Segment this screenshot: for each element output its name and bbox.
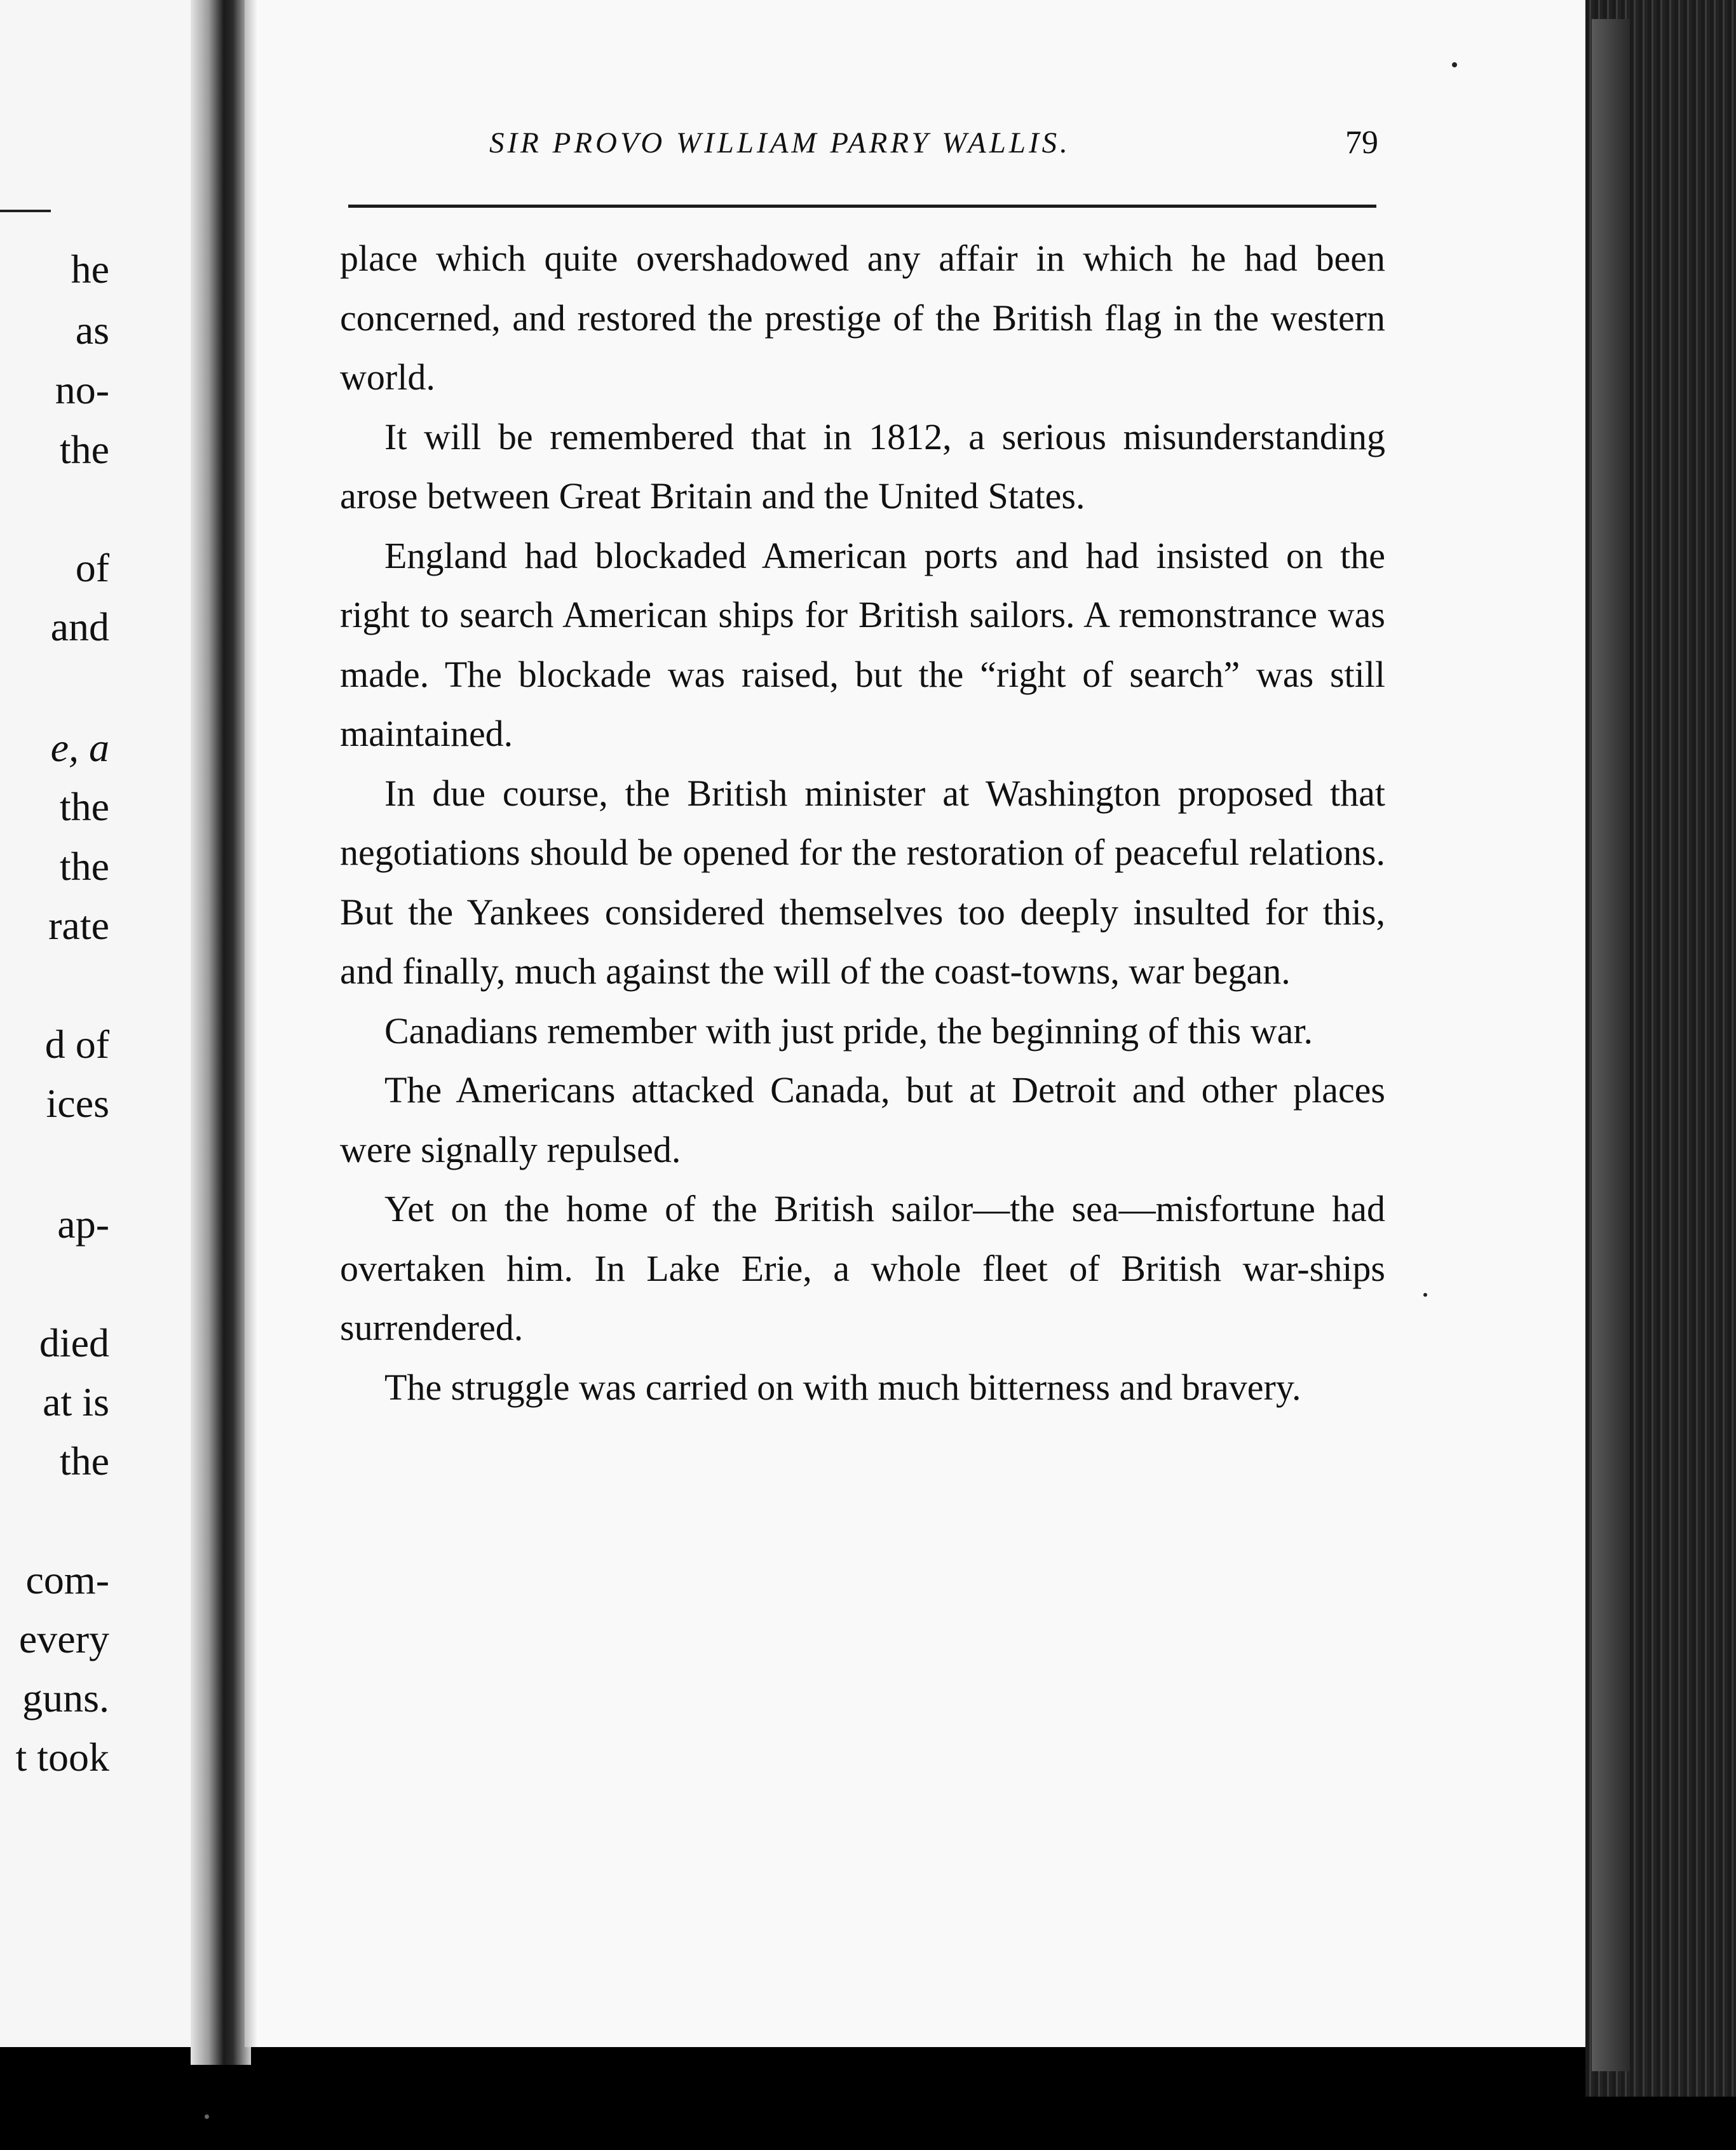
left-page-line: died: [39, 1320, 109, 1365]
left-page-fragment: [0, 0, 210, 2047]
page-body: [340, 229, 1385, 1417]
left-page-header-rule: [0, 210, 51, 212]
left-page-line: t took: [15, 1734, 109, 1780]
left-page-line: ap-: [57, 1201, 109, 1247]
left-page-line: as: [75, 308, 109, 353]
page-inner-shadow: [245, 0, 257, 2047]
running-header: SIR PROVO WILLIAM PARRY WALLIS.: [489, 126, 1071, 159]
paragraph: It will be remembered that in 1812, a serious misunderstanding arose between Great Britain and the United States.: [340, 416, 1385, 517]
page-number: 79: [1345, 125, 1378, 161]
scan-speck: [205, 2114, 209, 2119]
book-gutter: [191, 0, 251, 2065]
paragraph: The Americans attacked Canada, but at Detroit and other places were signally repulsed.: [340, 1069, 1385, 1170]
left-page-line: the: [59, 1438, 109, 1484]
left-page-line: the: [59, 427, 109, 472]
left-page-line: at is: [43, 1379, 109, 1424]
book-fore-edge-highlight: [1592, 19, 1630, 2071]
left-page-line: he: [71, 247, 109, 292]
paragraph: place which quite overshadowed any affair in which he had been concerned, and restored the prestige of the British flag in the western world.: [340, 238, 1385, 398]
left-page-line: rate: [48, 903, 109, 948]
left-page-line: of: [75, 545, 109, 590]
left-page-line: every: [18, 1616, 109, 1661]
left-page-line: d of: [44, 1022, 109, 1067]
left-page-line: e, a: [50, 725, 109, 770]
paragraph: In due course, the British minister at Washington proposed that negotiations should be opened for the restoration of peaceful relations. But the Yankees considered themselves too deeply insulted for this, and finally, much against the will of the coast-towns, war began.: [340, 772, 1385, 992]
left-page-line: the: [59, 784, 109, 829]
paragraph: Canadians remember with just pride, the beginning of this war.: [384, 1010, 1313, 1051]
left-page-line: com-: [25, 1557, 109, 1602]
header-rule: [348, 205, 1376, 208]
paragraph: England had blockaded American ports and had insisted on the right to search American ships for British sailors. A remonstrance was made. The blockade was raised, but the “right of search” was still maintained.: [340, 534, 1385, 754]
scan-speck: [1423, 1293, 1427, 1297]
left-page-line: and: [50, 604, 109, 649]
left-page-line: no-: [55, 367, 109, 412]
paragraph: Yet on the home of the British sailor—the sea—misfortune had overtaken him. In Lake Erie, a whole fleet of British war-ships surrendered.: [340, 1188, 1385, 1348]
scan-speck: [1452, 62, 1457, 67]
left-page-line: the: [59, 844, 109, 889]
left-page-line: ices: [46, 1081, 109, 1126]
left-page-line: guns.: [22, 1675, 109, 1721]
paragraph: The struggle was carried on with much bitterness and bravery.: [384, 1366, 1301, 1408]
